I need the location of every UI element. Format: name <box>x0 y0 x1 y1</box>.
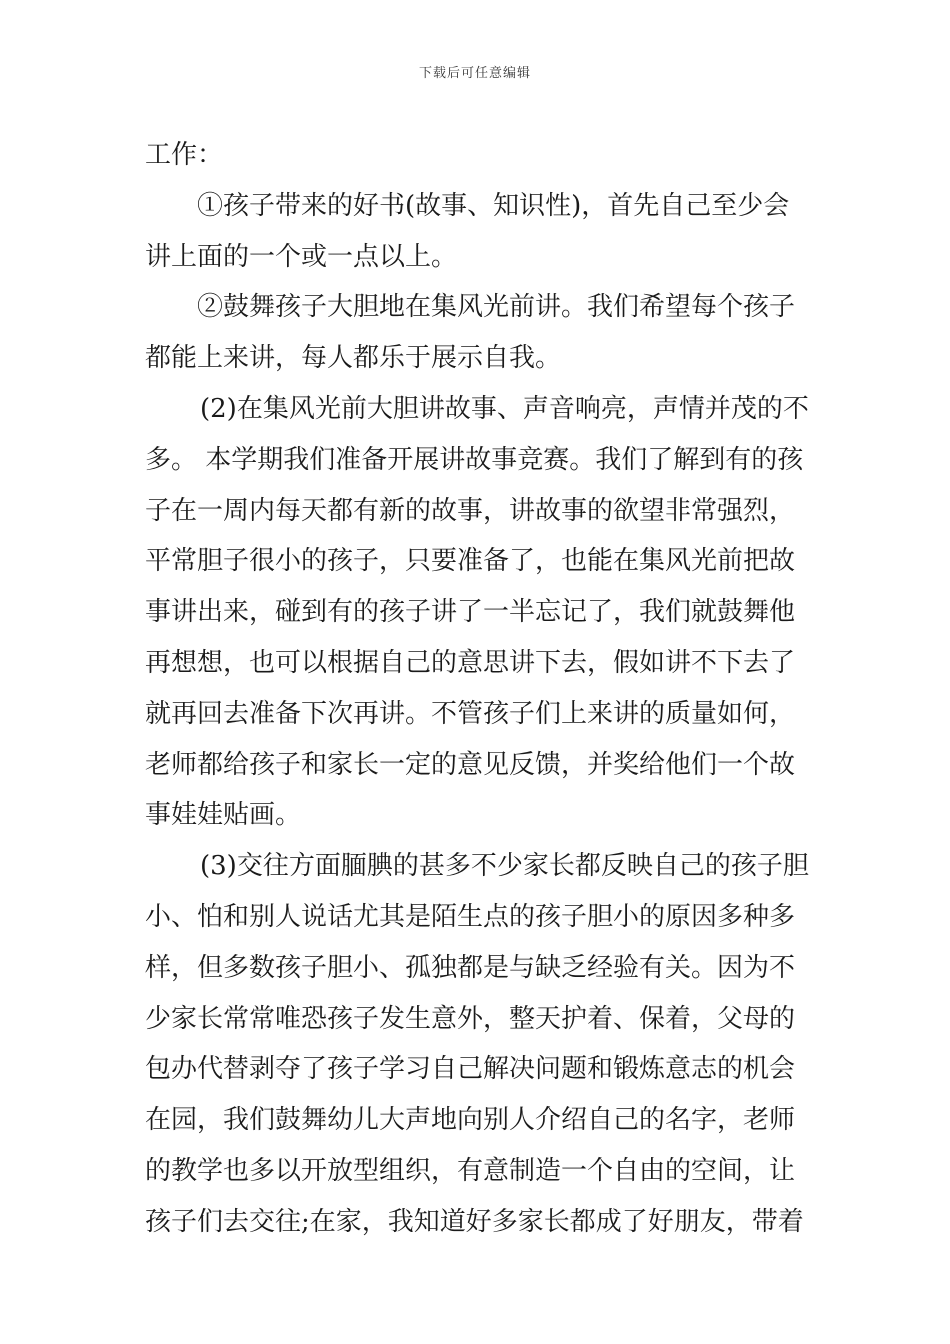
text-line: 工作： <box>145 140 224 170</box>
text-line: 多。 本学期我们准备开展讲故事竞赛。我们了解到有的孩 <box>145 444 804 475</box>
text-line: 小、怕和别人说话尤其是陌生点的孩子胆小的原因多种多 <box>145 901 796 932</box>
text-line: 在园，我们鼓舞幼儿大声地向别人介绍自己的名字，老师 <box>145 1105 796 1136</box>
text-line: 少家长常常唯恐孩子发生意外，整天护着、保着，父母的 <box>145 1003 796 1034</box>
text-line: 就再回去准备下次再讲。不管孩子们上来讲的质量如何， <box>145 698 796 729</box>
document-body <box>145 130 810 1248</box>
text-line: ①孩子带来的好书(故事、知识性)，首先自己至少会 <box>197 190 790 221</box>
text-line: 孩子们去交往;在家，我知道好多家长都成了好朋友，带着 <box>145 1206 804 1237</box>
text-line: 讲上面的一个或一点以上。 <box>145 241 458 272</box>
page-header: 下载后可任意编辑 <box>418 66 531 81</box>
text-line: (3)交往方面腼腆的甚多不少家长都反映自己的孩子胆 <box>200 851 809 882</box>
text-line: 老师都给孩子和家长一定的意见反馈，并奖给他们一个故 <box>145 749 796 780</box>
text-line: 子在一周内每天都有新的故事，讲故事的欲望非常强烈， <box>145 495 796 526</box>
text-line: 平常胆子很小的孩子，只要准备了，也能在集风光前把故 <box>145 546 796 577</box>
text-line: ②鼓舞孩子大胆地在集风光前讲。我们希望每个孩子 <box>197 292 796 323</box>
text-line: 都能上来讲，每人都乐于展示自我。 <box>145 343 562 374</box>
text-line: 事讲出来，碰到有的孩子讲了一半忘记了，我们就鼓舞他 <box>145 597 796 628</box>
text-line: 样，但多数孩子胆小、孤独都是与缺乏经验有关。因为不 <box>145 952 796 983</box>
text-line: 事娃娃贴画。 <box>145 800 302 831</box>
text-line: 包办代替剥夺了孩子学习自己解决问题和锻炼意志的机会 <box>145 1054 796 1085</box>
text-line: (2)在集风光前大胆讲故事、声音响亮，声情并茂的不 <box>200 393 809 424</box>
text-line: 的教学也多以开放型组织，有意制造一个自由的空间，让 <box>145 1155 796 1186</box>
text-line: 再想想，也可以根据自己的意思讲下去，假如讲不下去了 <box>145 647 796 678</box>
